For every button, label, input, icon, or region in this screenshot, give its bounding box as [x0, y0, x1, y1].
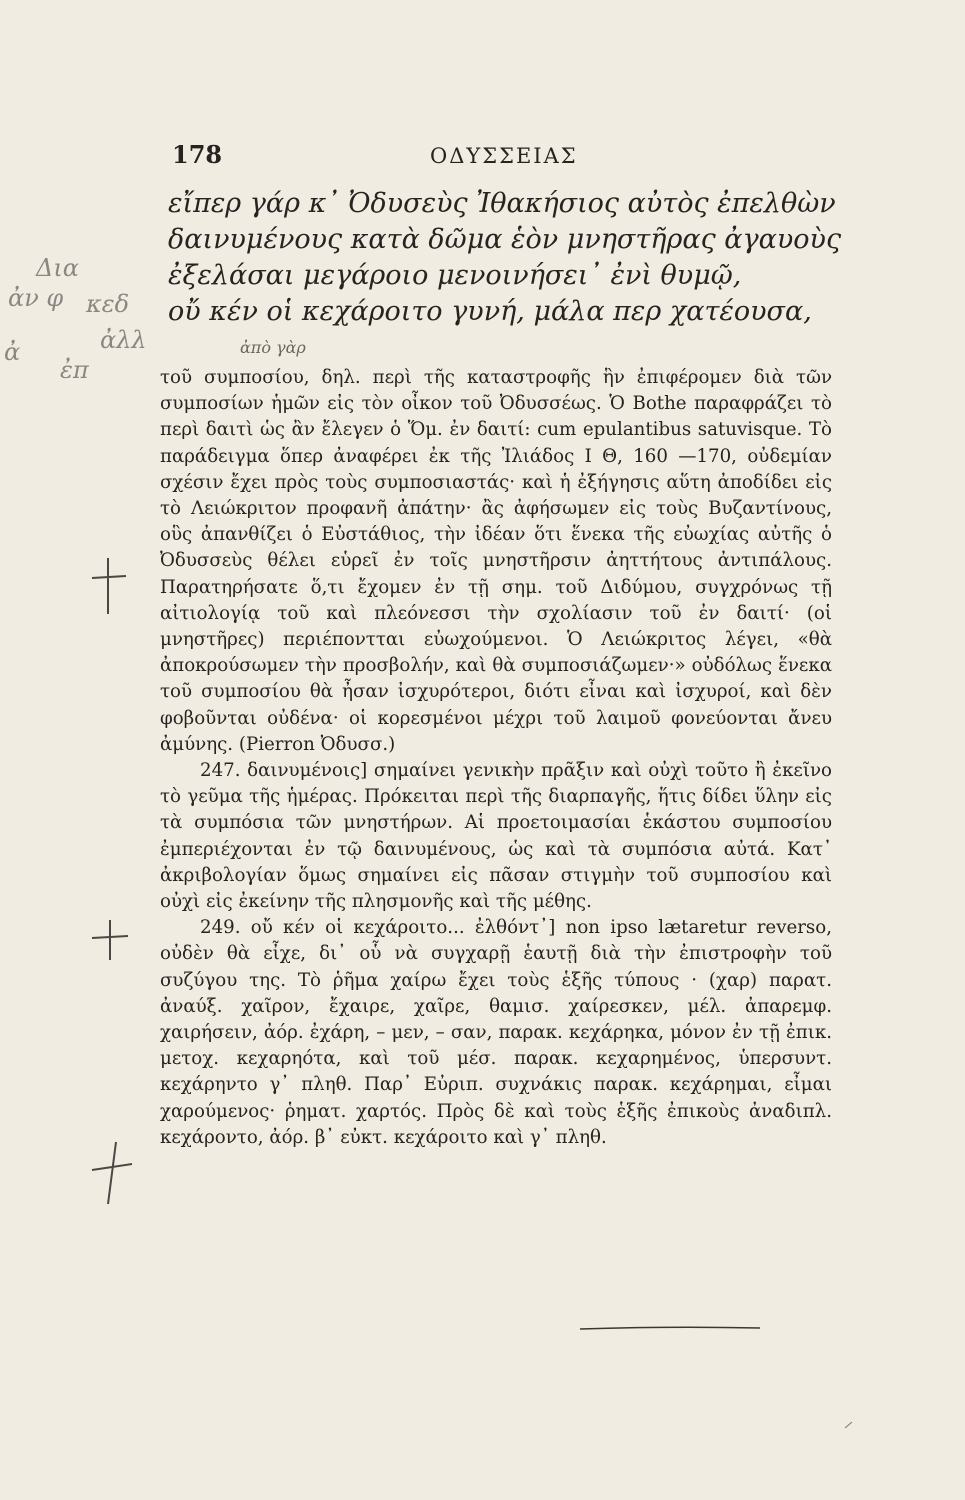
margin-note: Δια [36, 254, 79, 282]
commentary-paragraph: τοῦ συμποσίου, δηλ. περὶ τῆς καταστροφῆς ἣν ἐπιφέρομεν διὰ τῶν συμποσίων ἡμῶν εἰς τὸν οἶκον τοῦ Ὀδυσσέως. Ὁ Bothe παραφράζει τὸ περὶ δαιτὶ ὡς ἂν ἔλεγεν ὁ Ὅμ. ἐν δαιτί: cum epulantibus satuvisque. Τὸ παράδειγμα ὅπερ ἀναφέρει ἐκ τῆς Ἰλιάδος Ι Θ, 160 —170, οὐδεμίαν σχέσιν ἔχει πρὸς τοὺς συμποσιαστάς· καὶ ἡ ἐξήγησις αὕτη ἀποδίδει εἰς τὸ Λειώκριτον προφανῆ ἀπάτην· ἂς ἀφήσωμεν εἰς τοὺς Βυζαντίνους, οὓς ἀπανθίζει ὁ Εὐστάθιος, τὴν ἰδέαν ὅτι ἕνεκα τῆς εὐωχίας αὐτῆς ὁ Ὀδυσσεὺς θέλει εὑρεῖ ἐν τοῖς μνηστῆρσιν ἀηττήτους ἀντιπάλους. Παρατηρήσατε ὅ,τι ἔχομεν ἐν τῇ σημ. τοῦ Διδύμου, συγχρόνως τῇ αἰτιολογίᾳ τοῦ καὶ πλεόνεσσι τὴν σχολίασιν τοῦ ἐν δαιτί· (οἱ μνηστῆρες) περιέποντται εὐωχούμενοι. Ὁ Λειώκριτος λέγει, «θὰ ἀποκρούσωμεν τὴν προσβολήν, καὶ θὰ συμποσιάζωμεν·» οὐδόλως ἕνεκα τοῦ συμποσίου θὰ ἦσαν ἰσχυρότεροι, διότι εἶναι καὶ ἰσχυροί, καὶ δὲν φοβοῦνται οὐδένα· οἱ κορεσμένοι μέχρι τοῦ λαιμοῦ φονεύονται ἄνευ ἀμύνης. (Pierron Ὀδυσσ.) [160, 367, 832, 755]
verse-block [168, 186, 842, 330]
margin-note: ἀν φ [8, 284, 64, 312]
commentary-block [160, 365, 832, 1151]
handwritten-underline [580, 1326, 760, 1330]
verse-line: ἐξελάσαι μεγάροιο μενοινήσει᾽ ἐνὶ θυμῷ, [168, 260, 742, 291]
pencil-mark [844, 1420, 854, 1430]
page-header [172, 140, 792, 180]
margin-note: ἀ [4, 338, 21, 366]
commentary-paragraph: 247. δαινυμένοις] σημαίνει γενικὴν πρᾶξιν καὶ οὐχὶ τοῦτο ἢ ἐκεῖνο τὸ γεῦμα τῆς ἡμέρας. Πρόκειται περὶ τῆς διαρπαγῆς, ἥτις δίδει ὕλην εἰς τὰ συμπόσια τῶν μνηστήρων. Αἱ προετοιμασίαι ἑκάστου συμποσίου ἐμπεριέχονται ἐν τῷ δαινυμένους, ὡς καὶ τὰ συμπόσια αὐτά. Κατ᾽ ἀκριβολογίαν ὅμως σημαίνει εἰς πᾶσαν στιγμὴν τοῦ συμποσίου καὶ οὐχὶ εἰς ἐκείνην τῆς πλησμονῆς καὶ τῆς μέθης. [160, 760, 832, 913]
page-number: 178 [172, 140, 223, 169]
margin-note: ἐπ [60, 356, 89, 384]
margin-note: κεδ [86, 290, 130, 318]
margin-cross-mark [88, 556, 128, 623]
running-title: ΟΔΥΣΣΕΙΑΣ [430, 144, 578, 168]
handwritten-margin-notes [0, 240, 160, 400]
handwritten-interlinear-note: ἀπὸ γὰρ [240, 338, 306, 357]
margin-cross-mark [88, 1140, 136, 1213]
margin-cross-mark [90, 918, 130, 969]
commentary-paragraph: 249. οὔ κέν οἱ κεχάροιτο... ἐλθόντ᾽] non ipso lætaretur reverso, οὐδὲν θὰ εἶχε, δι᾽ οὗ νὰ συγχαρῇ ἑαυτῇ διὰ τὴν ἐπιστροφὴν τοῦ συζύγου της. Τὸ ῥῆμα χαίρω ἔχει τοὺς ἑξῆς τύπους · (χαρ) παρατ. ἀναύξ. χαῖρον, ἔχαιρε, χαῖρε, θαμισ. χαίρεσκεν, μέλ. ἀπαρεμφ. χαιρήσειν, ἀόρ. ἐχάρη, – μεν, – σαν, παρακ. κεχάρηκα, μόνον ἐν τῇ ἐπικ. μετοχ. κεχαρηότα, καὶ τοῦ μέσ. παρακ. κεχαρημένος, ὑπερσυντ. κεχάρηντο γ᾽ πληθ. Παρ᾽ Εὐριπ. συχνάκις παρακ. κεχάρημαι, εἶμαι χαρούμενος· ῥηματ. χαρτός. Πρὸς δὲ καὶ τοὺς ἑξῆς ἐπικοὺς ἀναδιπλ. κεχάροντο, ἀόρ. β᾽ εὐκτ. κεχάροιτο καὶ γ᾽ πληθ. [160, 917, 832, 1148]
verse-line: δαινυμένους κατὰ δῶμα ἑὸν μνηστῆρας ἀγαυοὺς [168, 224, 842, 255]
verse-line: εἴπερ γάρ κ᾽ Ὀδυσεὺς Ἰθακήσιος αὐτὸς ἐπελθὼν [168, 188, 836, 219]
margin-note: ἀλλ [100, 326, 147, 354]
verse-line: οὔ κέν οἱ κεχάροιτο γυνή, μάλα περ χατέουσα, [168, 296, 812, 327]
